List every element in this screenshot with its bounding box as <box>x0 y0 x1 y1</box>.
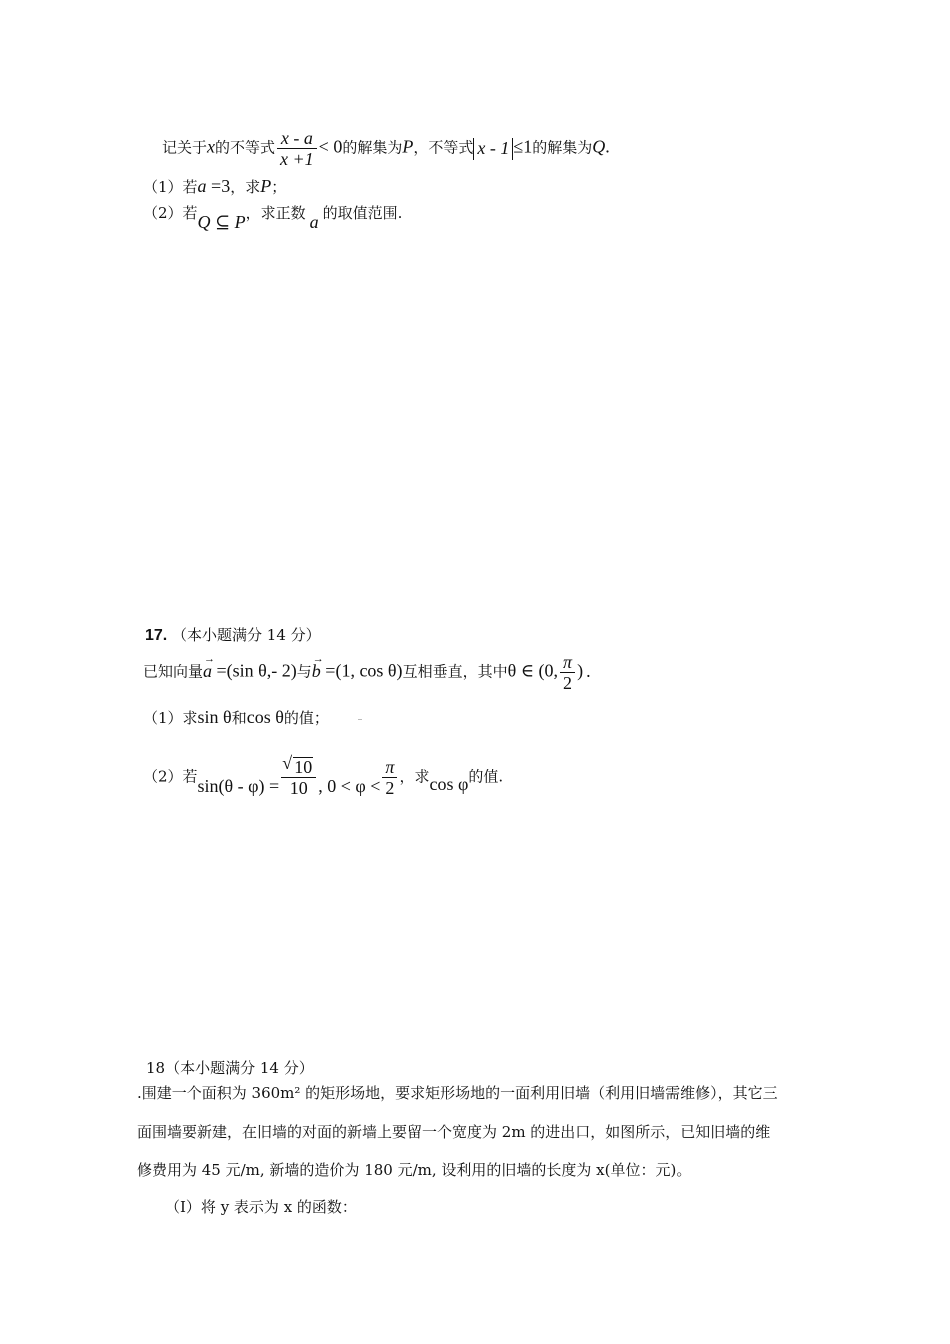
fraction-denominator: 2 <box>563 673 573 693</box>
math-text: ≤1 <box>513 136 533 157</box>
q18-line-4 <box>165 1190 357 1225</box>
math-expression: Q ⊆ P <box>197 212 246 232</box>
part-label: （1）若 <box>143 178 198 196</box>
math-text: θ ∈ (0, <box>507 660 559 681</box>
fraction <box>560 652 575 693</box>
q17-part1 <box>143 707 329 728</box>
text: ，求 <box>230 178 261 196</box>
text: （Ⅰ）将 y 表示为 x 的函数： <box>165 1198 357 1216</box>
fraction-numerator: x - a <box>277 128 317 149</box>
text: 和 <box>231 709 247 727</box>
question-number: 17. <box>145 627 168 644</box>
math-text: sin(θ - φ) = <box>197 775 280 796</box>
fraction <box>277 128 317 169</box>
math-text: =3 <box>206 176 231 196</box>
vector-a: → a <box>203 661 212 681</box>
square-root: √ 10 <box>293 757 313 776</box>
text: 面围墙要新建，在旧墙的对面的新墙上要留一个宽度为 2m 的进出口，如图所示，已知旧墙的维 <box>137 1123 771 1141</box>
math-text: =(1, cos θ) <box>320 660 403 681</box>
math-text: =(sin θ,- 2) <box>212 660 297 681</box>
text: ，求 <box>399 767 430 786</box>
math-text: cos φ <box>429 773 469 794</box>
var-a: a <box>197 176 207 196</box>
stray-mark <box>358 719 362 720</box>
part-label: （2）若 <box>143 767 198 786</box>
fraction-denominator: x +1 <box>280 149 314 169</box>
q17-statement <box>143 652 591 693</box>
math-text: , 0 < φ < <box>318 775 381 796</box>
q18-header <box>146 1058 314 1078</box>
text: 已知向量 <box>143 662 204 681</box>
absolute-value: x - 1 <box>473 138 513 160</box>
var-P: P <box>260 176 272 196</box>
fraction-numerator: π <box>382 757 397 778</box>
text: 修费用为 45 元/m, 新墙的造价为 180 元/m, 设利用的旧墙的长度为 x(单位：元)。 <box>137 1161 692 1179</box>
text: 的值. <box>468 767 504 786</box>
math-text: < 0 <box>318 136 343 157</box>
math-text: ) <box>577 660 584 681</box>
q17-part2 <box>143 757 503 798</box>
text: 记关于 <box>162 138 208 157</box>
q16-part2 <box>143 202 403 232</box>
text: .围建一个面积为 360m² 的矩形场地，要求矩形场地的一面利用旧墙（利用旧墙需维修），其它三 <box>137 1084 778 1102</box>
question-header: （本小题满分 14 分） <box>172 626 321 644</box>
text: ； <box>271 178 287 196</box>
q18-line-1 <box>137 1076 778 1111</box>
math-text: cos θ <box>246 707 284 727</box>
q16-statement <box>162 128 610 169</box>
fraction-numerator <box>281 757 316 778</box>
text: 的值； <box>283 709 329 727</box>
part-label: （1）求 <box>143 709 198 727</box>
part-label: （2）若 <box>143 204 198 222</box>
vector-b: → b <box>312 661 321 681</box>
fraction-denominator: 10 <box>289 778 308 798</box>
text: 的解集为 <box>532 138 593 157</box>
fraction-numerator: π <box>560 652 575 673</box>
text: ，不等式 <box>413 138 474 157</box>
text: . <box>586 660 591 681</box>
q18-line-2 <box>137 1115 770 1150</box>
fraction <box>382 757 397 798</box>
var-P: P <box>402 136 414 157</box>
question-header: 18（本小题满分 14 分） <box>146 1059 314 1077</box>
fraction <box>281 757 316 798</box>
text: 的不等式 <box>215 138 276 157</box>
text: 的解集为 <box>342 138 403 157</box>
var-a: a <box>309 212 319 232</box>
q17-header <box>145 625 321 646</box>
text: 与 <box>296 662 312 681</box>
q18-line-3 <box>137 1153 691 1188</box>
var-x: x <box>207 136 216 157</box>
text: . <box>605 136 610 157</box>
q16-part1 <box>143 176 286 197</box>
text: 的取值范围. <box>322 204 403 222</box>
text: ，求正数 <box>245 204 306 222</box>
var-Q: Q <box>592 136 606 157</box>
fraction-denominator: 2 <box>385 778 395 798</box>
text: 互相垂直，其中 <box>402 662 508 681</box>
math-text: sin θ <box>197 707 232 727</box>
